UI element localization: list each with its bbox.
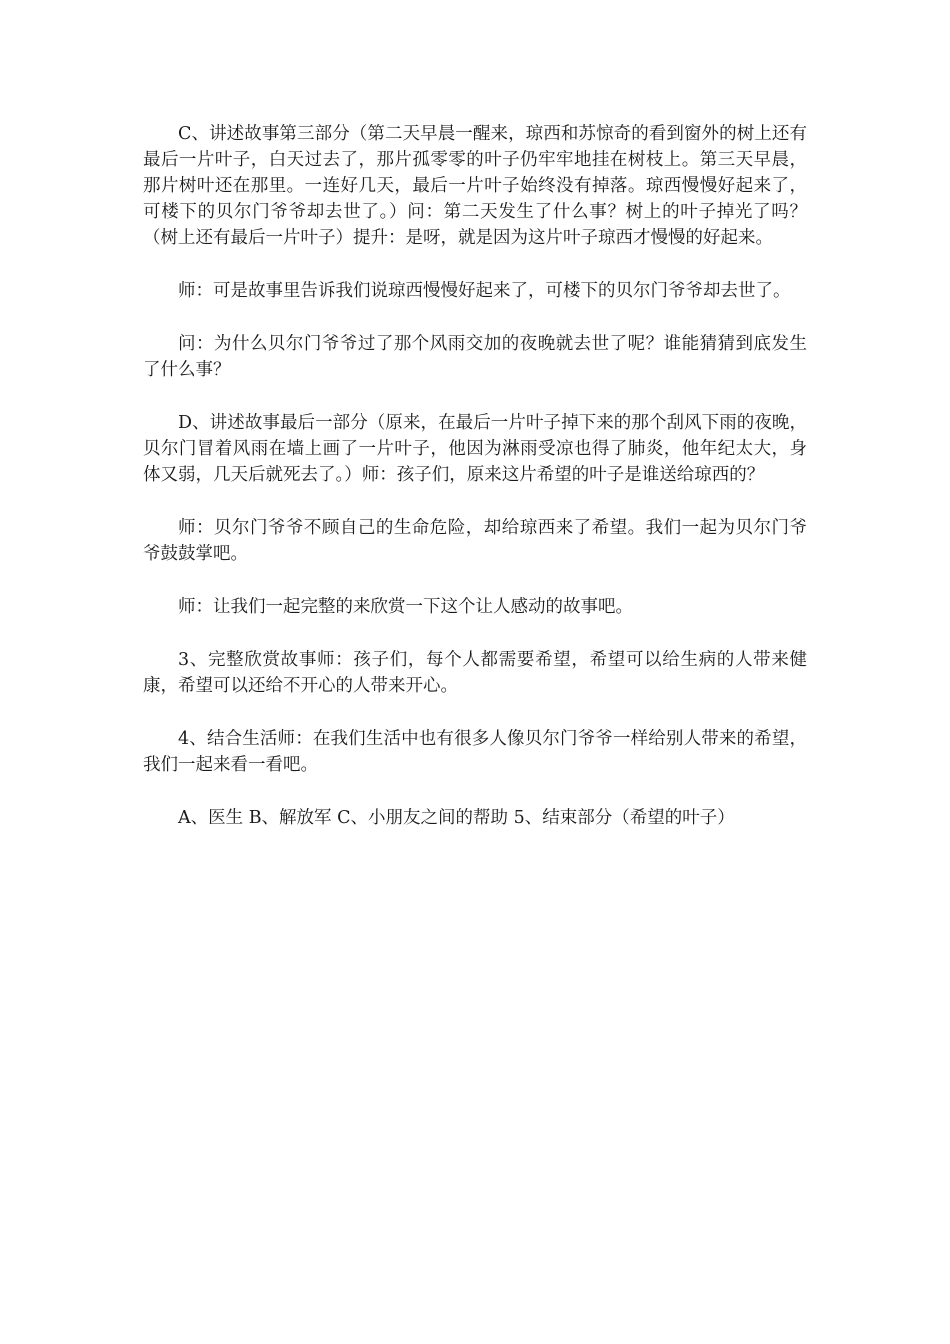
paragraph-examples-ending: A、医生 B、解放军 C、小朋友之间的帮助 5、结束部分（希望的叶子）: [178, 808, 735, 828]
document-body: [143, 121, 807, 858]
paragraph-question: 问：为什么贝尔门爷爷过了那个风雨交加的夜晚就去世了呢？谁能猜猜到底发生了什么事？: [143, 334, 807, 380]
paragraph-full-story: 3、完整欣赏故事师：孩子们，每个人都需要希望，希望可以给生病的人带来健康，希望可以还给不开心的人带来开心。: [143, 650, 807, 696]
paragraph-teacher-remark-3: 师：让我们一起完整的来欣赏一下这个让人感动的故事吧。: [178, 597, 633, 617]
paragraph-story-final-part: D、讲述故事最后一部分（原来，在最后一片叶子掉下来的那个刮风下雨的夜晚，贝尔门冒着风雨在墙上画了一片叶子，他因为淋雨受凉也得了肺炎，他年纪太大，身体又弱，几天后就死去了。）师：孩子们，原来这片希望的叶子是谁送给琼西的？: [143, 413, 807, 485]
paragraph-teacher-remark-2: 师：贝尔门爷爷不顾自己的生命危险，却给琼西来了希望。我们一起为贝尔门爷爷鼓鼓掌吧。: [143, 518, 807, 564]
paragraph-teacher-remark-1: 师：可是故事里告诉我们说琼西慢慢好起来了，可楼下的贝尔门爷爷却去世了。: [178, 281, 791, 301]
paragraph-story-part-three: C、讲述故事第三部分（第二天早晨一醒来，琼西和苏惊奇的看到窗外的树上还有最后一片叶子，白天过去了，那片孤零零的叶子仍牢牢地挂在树枝上。第三天早晨，那片树叶还在那里。一连好几天，最后一片叶子始终没有掉落。琼西慢慢好起来了，可楼下的贝尔门爷爷却去世了。）问：第二天发生了什么事？树上的叶子掉光了吗？（树上还有最后一片叶子）提升：是呀，就是因为这片叶子琼西才慢慢的好起来。: [143, 124, 807, 248]
paragraph-life-connection: 4、结合生活师：在我们生活中也有很多人像贝尔门爷爷一样给别人带来的希望，我们一起来看一看吧。: [143, 729, 807, 775]
